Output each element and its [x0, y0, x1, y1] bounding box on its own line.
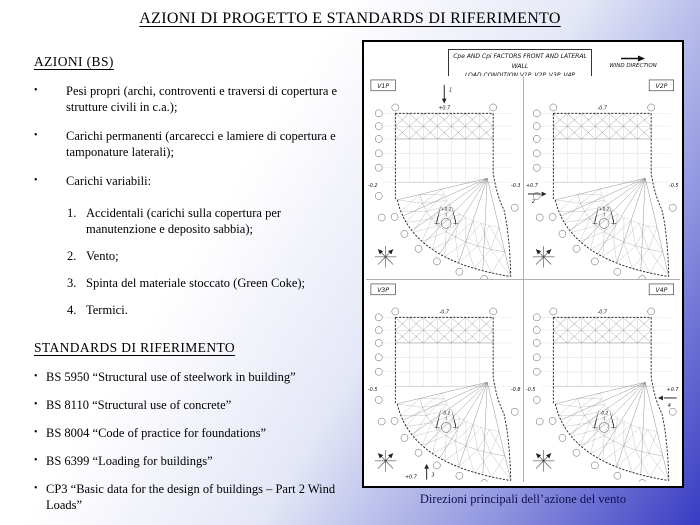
- variabili-item-3-text: Spinta del materiale stoccato (Green Coke);: [86, 276, 306, 290]
- coeff-center-v2p: +0.2: [598, 207, 609, 213]
- bullet-marker: •: [34, 175, 38, 186]
- svg-text:7: [393, 76, 395, 77]
- carichi-variabili-numbered-list: [67, 205, 366, 318]
- svg-text:8: [671, 76, 673, 77]
- figure-quadrant-v2p: [524, 76, 681, 279]
- svg-text:2: 2: [531, 198, 535, 205]
- list-number: 2.: [67, 249, 77, 263]
- azioni-bullet-2: [34, 128, 366, 160]
- svg-text:1: 1: [449, 87, 453, 94]
- svg-text:7: [538, 280, 540, 281]
- compass-star-icon: [375, 246, 397, 268]
- wind-direction-legend: [600, 55, 666, 69]
- quadrant-cell-v2p: [524, 76, 681, 279]
- svg-text:-0.3: -0.3: [511, 183, 521, 190]
- quadrant-cell-v1p: [366, 76, 523, 279]
- figure-header-line1: Cpe AND Cpi FACTORS FRONT AND LATERAL WALL: [453, 53, 587, 70]
- standards-item-1-text: BS 5950 “Structural use of steelwork in building”: [46, 370, 296, 384]
- svg-text:4: 4: [667, 402, 671, 409]
- quadrant-grid: [366, 76, 680, 482]
- coeff-left-v1p: [368, 183, 378, 189]
- coeff-left-v2p: [525, 183, 538, 189]
- svg-text:+0.7: +0.7: [525, 183, 538, 190]
- svg-text:-0.8: -0.8: [511, 386, 521, 393]
- coeff-right-v1p: [511, 183, 521, 189]
- svg-text:9: [417, 76, 419, 77]
- standards-item-5: [34, 481, 366, 513]
- quadrant-label-v4p: V4P: [655, 286, 667, 294]
- variabili-item-4: [67, 302, 366, 318]
- variabili-item-1: [67, 205, 366, 237]
- compass-star-icon: [532, 246, 554, 268]
- svg-text:3: 3: [431, 472, 435, 479]
- svg-text:7: [381, 280, 383, 281]
- slide-title: [0, 10, 700, 28]
- coeff-bottom-v3p: [405, 474, 418, 480]
- coeff-center-v3p: -0.2: [442, 411, 451, 417]
- svg-text:8: [561, 76, 563, 77]
- bullet-marker: •: [34, 399, 38, 410]
- compass-star-icon: [375, 450, 397, 472]
- standards-item-3: [34, 425, 366, 441]
- svg-text:3: [641, 280, 643, 281]
- figure-caption: Direzioni principali dell’azione del vento: [419, 492, 627, 506]
- variabili-item-4-text: Termici.: [86, 303, 128, 317]
- svg-text:7: [538, 76, 540, 77]
- azioni-bullet-1: [34, 83, 366, 115]
- list-number: 3.: [67, 276, 77, 290]
- internal-pressure-symbol: [434, 407, 457, 432]
- svg-text:-0.7: -0.7: [596, 105, 607, 112]
- list-number: 1.: [67, 206, 77, 220]
- svg-text:9: [575, 280, 577, 281]
- wind-load-figure: [362, 40, 684, 488]
- coeff-right-v3p: [511, 387, 521, 393]
- svg-text:+0.7: +0.7: [438, 105, 451, 112]
- svg-text:-0.2: -0.2: [367, 183, 378, 190]
- svg-text:3: [483, 280, 485, 281]
- standards-item-4: [34, 453, 366, 469]
- coeff-top-v3p: [439, 309, 449, 315]
- svg-text:9: [417, 280, 419, 281]
- svg-text:7: [551, 280, 553, 281]
- svg-text:9: [575, 76, 577, 77]
- svg-text:7: [381, 76, 383, 77]
- quadrant-cell-v4p: [524, 280, 681, 483]
- azioni-bullet-1-text: Pesi propri (archi, controventi e traversi di copertura e strutture civili in c.a.);: [66, 84, 338, 114]
- quadrant-cell-v3p: [366, 280, 523, 483]
- standards-item-1: [34, 369, 366, 385]
- figure-quadrant-v1p: [366, 76, 523, 279]
- svg-text:1: [593, 76, 595, 77]
- svg-text:2: [616, 76, 618, 77]
- standards-item-5-text: CP3 “Basic data for the design of buildings – Part 2 Wind Loads”: [46, 482, 336, 512]
- wind-arrow-v4p: [658, 395, 677, 408]
- azioni-bullet-list: [34, 83, 366, 189]
- svg-text:2: [458, 280, 460, 281]
- svg-text:B: [649, 76, 652, 77]
- svg-text:1: [436, 280, 438, 281]
- svg-text:8: [514, 76, 516, 77]
- svg-text:8: [671, 280, 673, 281]
- wind-arrow-v1p: [442, 85, 452, 104]
- svg-text:7: [551, 76, 553, 77]
- variabili-item-1-text: Accidentali (carichi sulla copertura per manutenzione e deposito sabbia);: [86, 206, 282, 236]
- svg-text:B: [492, 76, 495, 77]
- coeff-right-v4p: [666, 387, 679, 393]
- quadrant-label-v3p: V3P: [377, 286, 390, 294]
- standards-item-3-text: BS 8004 “Code of practice for foundations”: [46, 426, 267, 440]
- svg-text:3: [483, 76, 485, 77]
- azioni-bullet-3: [34, 173, 366, 189]
- standards-item-2: [34, 397, 366, 413]
- svg-text:8: [403, 280, 405, 281]
- internal-pressure-symbol: [592, 204, 615, 229]
- svg-text:1: [436, 76, 438, 77]
- svg-text:1: [593, 280, 595, 281]
- variabili-item-2-text: Vento;: [86, 249, 119, 263]
- internal-pressure-symbol: [434, 204, 457, 229]
- list-number: 4.: [67, 303, 77, 317]
- variabili-item-2: [67, 248, 366, 264]
- bullet-marker: •: [34, 483, 38, 494]
- svg-text:8: [561, 280, 563, 281]
- svg-text:7: [393, 280, 395, 281]
- slide-title-text: AZIONI DI PROGETTO E STANDARDS DI RIFERIMENTO: [139, 10, 561, 27]
- svg-text:8: [403, 76, 405, 77]
- bullet-marker: •: [34, 427, 38, 438]
- coeff-left-v3p: [368, 387, 378, 393]
- coeff-top-v2p: [597, 105, 607, 111]
- coeff-left-v4p: [525, 387, 535, 393]
- svg-text:-0.7: -0.7: [596, 308, 607, 315]
- svg-text:+0.7: +0.7: [405, 474, 417, 481]
- svg-text:3: [641, 76, 643, 77]
- standards-list: [34, 369, 366, 513]
- svg-text:B: [649, 280, 652, 281]
- wind-direction-arrow-icon: [620, 55, 646, 62]
- azioni-heading: AZIONI (BS): [34, 54, 114, 69]
- bullet-marker: •: [34, 455, 38, 466]
- svg-text:-0.5: -0.5: [525, 386, 535, 393]
- standards-item-4-text: BS 6399 “Loading for buildings”: [46, 454, 213, 468]
- internal-pressure-symbol: [592, 407, 615, 432]
- bullet-marker: •: [34, 130, 38, 141]
- figure-quadrant-v4p: [524, 280, 681, 483]
- svg-text:-0.5: -0.5: [668, 183, 679, 190]
- standards-heading: STANDARDS DI RIFERIMENTO: [34, 340, 236, 355]
- svg-text:+0.7: +0.7: [666, 386, 679, 393]
- coeff-top-v4p: [597, 309, 607, 315]
- svg-text:2: [458, 76, 460, 77]
- wind-direction-label: WIND DIRECTION: [609, 63, 657, 69]
- figure-quadrant-v3p: [366, 280, 523, 483]
- variabili-item-3: [67, 275, 366, 291]
- bullet-marker: •: [34, 85, 38, 96]
- svg-text:-0.7: -0.7: [439, 308, 450, 315]
- quadrant-label-v2p: V2P: [655, 82, 667, 90]
- compass-star-icon: [532, 450, 554, 472]
- quadrant-label-v1p: V1P: [377, 82, 390, 90]
- coeff-top-v1p: [438, 105, 451, 111]
- wind-arrow-v3p: [424, 463, 434, 479]
- azioni-bullet-2-text: Carichi permanenti (arcarecci e lamiere di copertura e tamponature laterali);: [66, 129, 336, 159]
- standards-section: [34, 340, 366, 513]
- svg-text:2: [616, 280, 618, 281]
- svg-text:8: [514, 280, 516, 281]
- coeff-center-v1p: +0.2: [441, 207, 452, 213]
- svg-text:B: [492, 280, 495, 281]
- text-column: [34, 54, 366, 525]
- azioni-bullet-3-text: Carichi variabili:: [66, 174, 152, 188]
- coeff-center-v4p: -0.2: [599, 411, 608, 417]
- standards-item-2-text: BS 8110 “Structural use of concrete”: [46, 398, 232, 412]
- coeff-right-v2p: [669, 183, 679, 189]
- bullet-marker: •: [34, 371, 38, 382]
- svg-text:-0.5: -0.5: [367, 386, 378, 393]
